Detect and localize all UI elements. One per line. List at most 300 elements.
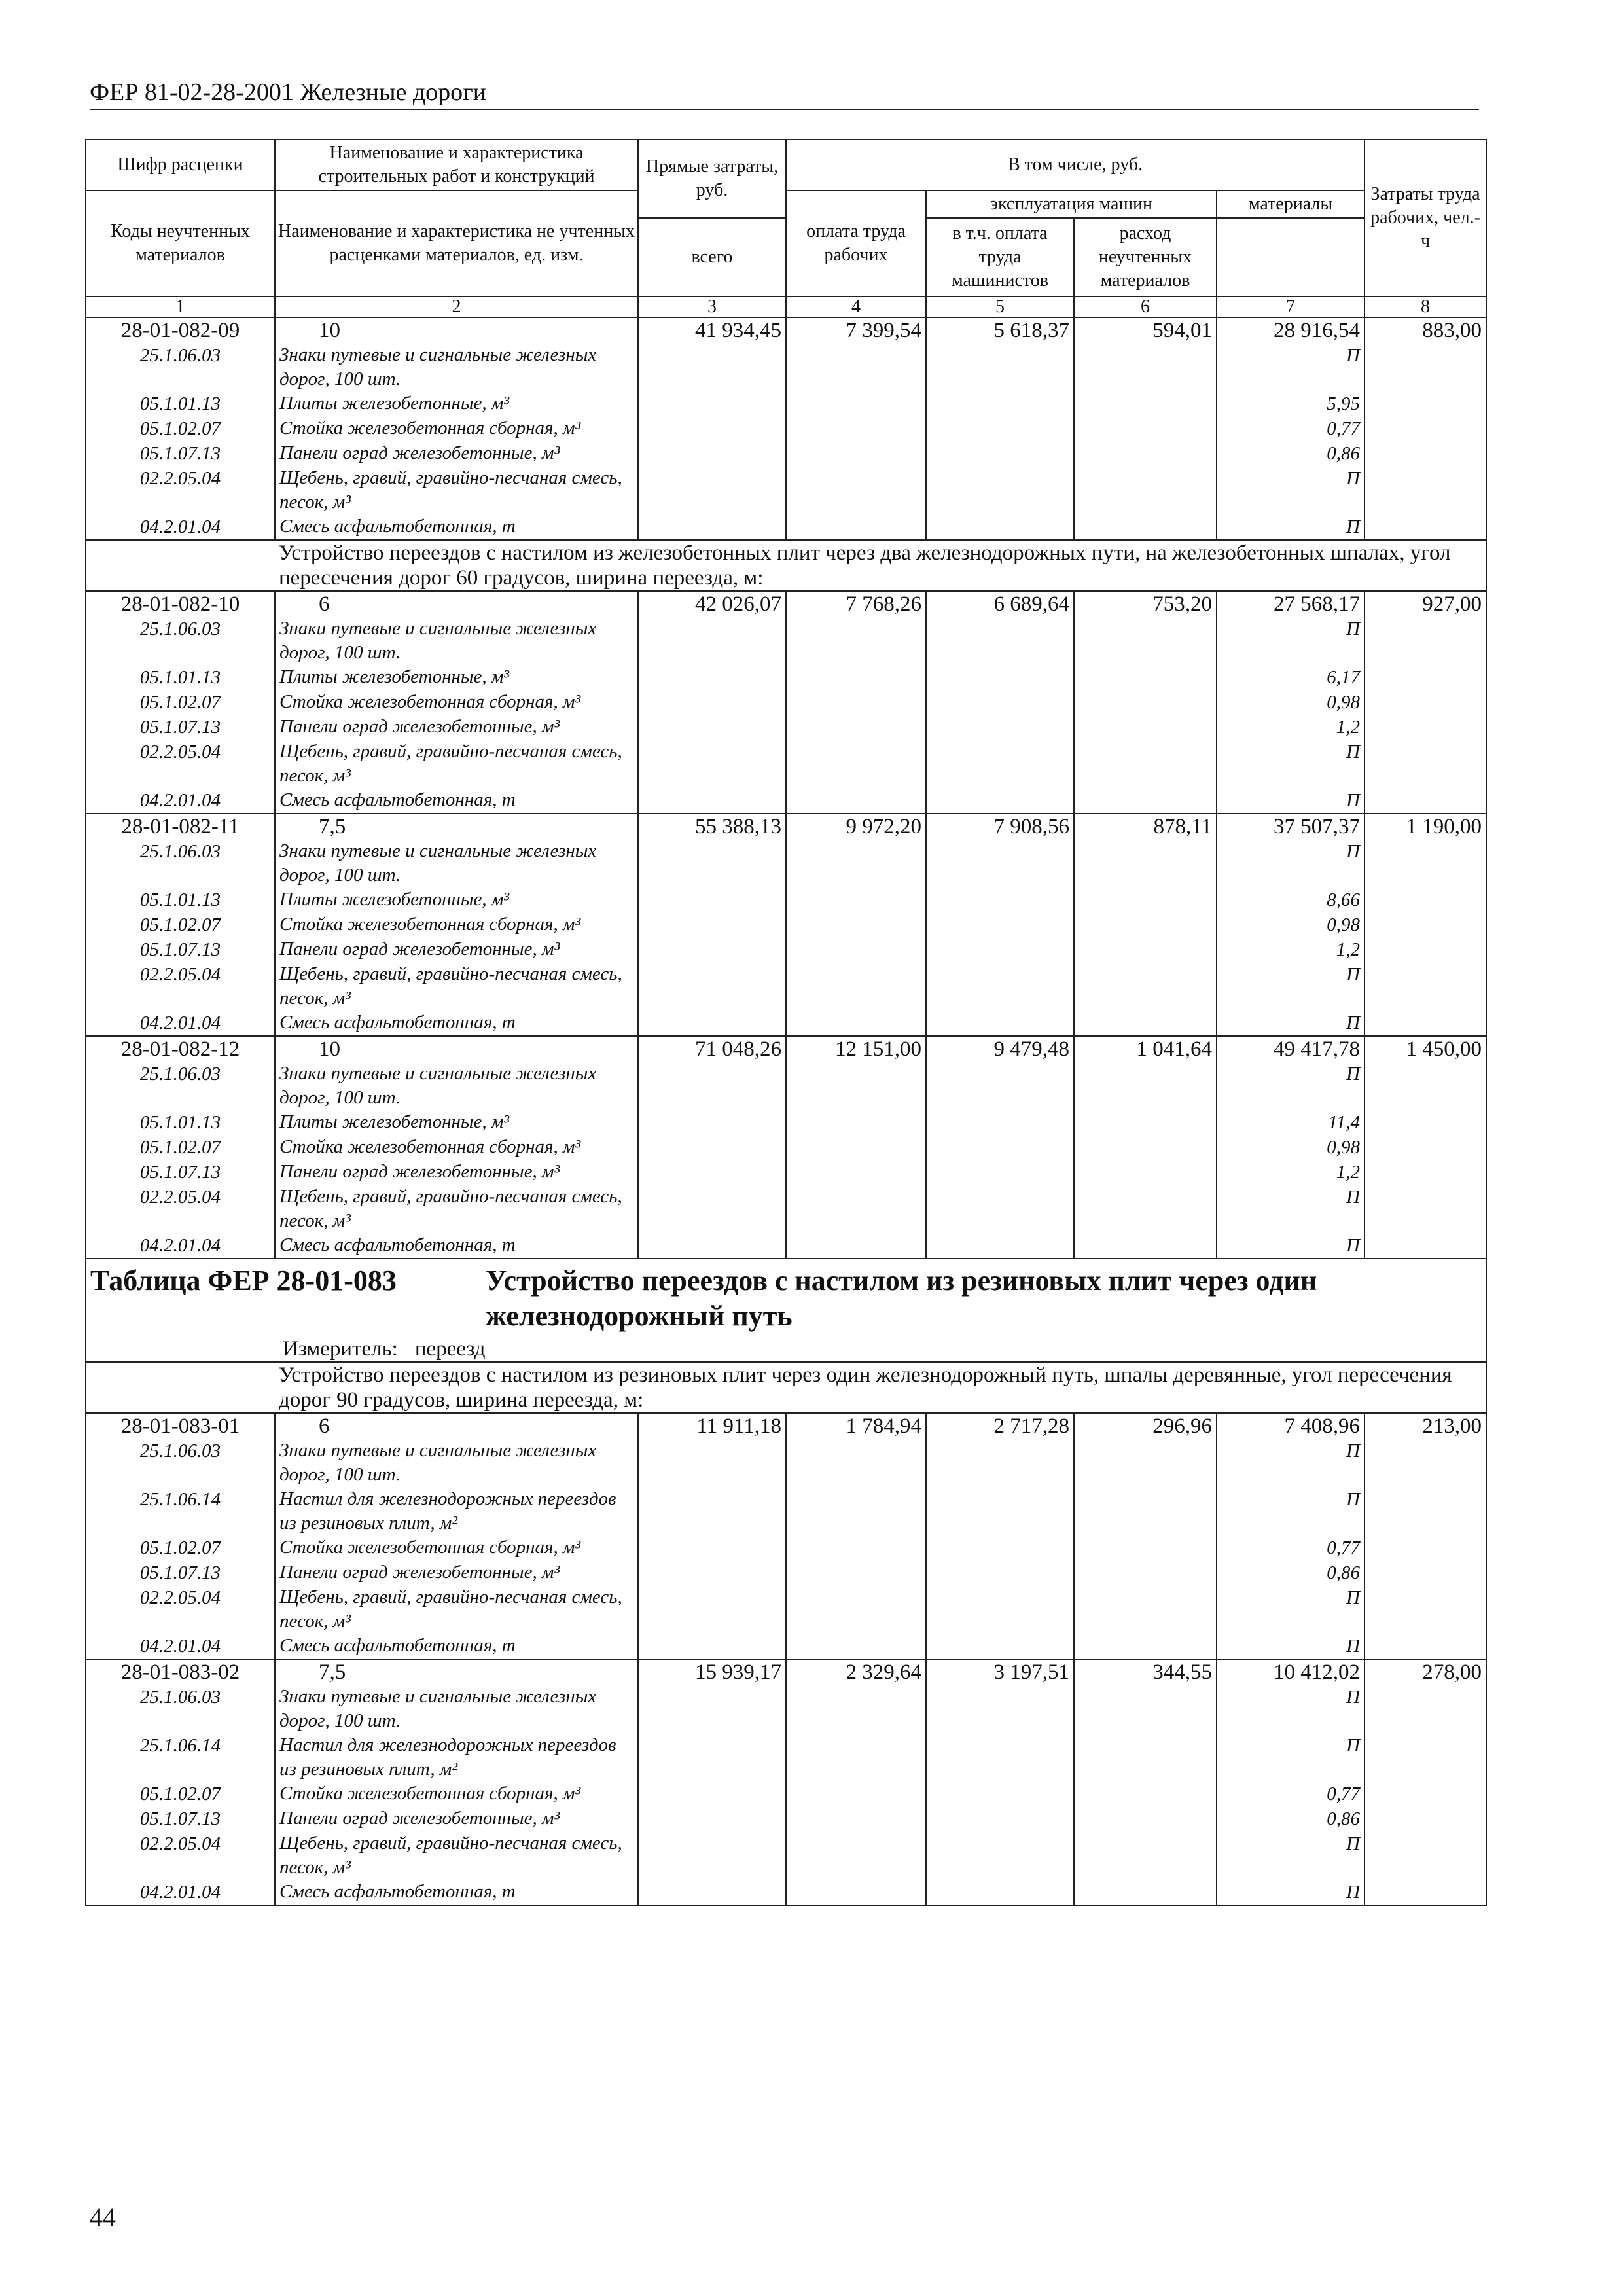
material-consumption: П [1217, 1487, 1364, 1535]
empty-cell [1074, 1160, 1217, 1185]
empty-cell [1364, 1733, 1486, 1782]
empty-cell [1364, 1160, 1486, 1185]
empty-cell [926, 617, 1074, 665]
empty-cell [926, 839, 1074, 888]
material-code: 05.1.01.13 [86, 1110, 275, 1135]
materials-cost: 7 408,96 [1217, 1413, 1364, 1439]
empty-cell [1074, 1185, 1217, 1233]
material-code: 04.2.01.04 [86, 514, 275, 540]
col-labor-pay: оплата труда рабочих [786, 190, 926, 296]
empty-cell [926, 740, 1074, 788]
material-code: 05.1.01.13 [86, 391, 275, 416]
table-name: Устройство переездов с настилом из резиновых плит через один железнодорожный путь [486, 1265, 1317, 1332]
empty-cell [926, 962, 1074, 1011]
material-code: 04.2.01.04 [86, 1634, 275, 1659]
empty-cell [786, 690, 926, 715]
material-code: 25.1.06.03 [86, 343, 275, 391]
empty-cell [926, 715, 1074, 740]
empty-cell [1364, 343, 1486, 391]
material-row [86, 416, 1486, 441]
empty-cell [926, 343, 1074, 391]
material-name: Смесь асфальтобетонная, т [275, 1011, 638, 1036]
empty-cell [926, 1110, 1074, 1135]
material-name: Панели оград железобетонные, м³ [275, 715, 638, 740]
material-row [86, 1011, 1486, 1036]
empty-cell [638, 1487, 786, 1535]
empty-cell [638, 1634, 786, 1659]
material-name: Панели оград железобетонные, м³ [275, 441, 638, 466]
material-consumption: П [1217, 788, 1364, 814]
material-name: Смесь асфальтобетонная, т [275, 1233, 638, 1259]
material-row [86, 1585, 1486, 1634]
table-title [90, 1259, 1482, 1336]
page-number: 44 [90, 2202, 116, 2232]
material-consumption: П [1217, 1233, 1364, 1259]
material-consumption: 0,77 [1217, 1782, 1364, 1806]
empty-cell [638, 617, 786, 665]
empty-cell [786, 1233, 926, 1259]
col-incl: В том числе, руб. [786, 139, 1364, 190]
empty-cell [926, 1135, 1074, 1160]
empty-cell [1364, 1782, 1486, 1806]
empty-cell [1364, 391, 1486, 416]
empty-cell [1364, 416, 1486, 441]
empty-cell [1364, 937, 1486, 962]
empty-cell [638, 715, 786, 740]
rate-name: 10 [275, 1036, 638, 1062]
machines-total: 3 197,51 [926, 1659, 1074, 1685]
empty-cell [1364, 1487, 1486, 1535]
material-row [86, 788, 1486, 814]
material-code: 05.1.07.13 [86, 441, 275, 466]
empty-cell [1074, 1487, 1217, 1535]
material-name: Щебень, гравий, гравийно-песчаная смесь, песок, м³ [275, 1585, 638, 1634]
meter-label: Измеритель: [283, 1337, 398, 1361]
empty-cell [1364, 466, 1486, 514]
empty-cell [786, 1185, 926, 1233]
empty-cell [926, 937, 1074, 962]
empty-cell [1074, 740, 1217, 788]
material-consumption: П [1217, 1011, 1364, 1036]
empty-cell [786, 1806, 926, 1831]
material-consumption: П [1217, 514, 1364, 540]
material-consumption: 8,66 [1217, 888, 1364, 912]
empty-cell [786, 1560, 926, 1585]
empty-cell [1364, 441, 1486, 466]
empty-cell [1364, 715, 1486, 740]
empty-cell [786, 962, 926, 1011]
empty-cell [926, 1806, 1074, 1831]
empty-cell [638, 788, 786, 814]
material-consumption: П [1217, 466, 1364, 514]
empty-cell [786, 1831, 926, 1880]
empty-cell [926, 1535, 1074, 1560]
empty-cell [1074, 1110, 1217, 1135]
empty-cell [638, 1560, 786, 1585]
empty-cell [638, 1806, 786, 1831]
material-code: 05.1.02.07 [86, 1535, 275, 1560]
empty-cell [1364, 788, 1486, 814]
empty-cell [638, 1062, 786, 1110]
empty-cell [1364, 1011, 1486, 1036]
empty-cell [1364, 617, 1486, 665]
table-number: Таблица ФЕР 28-01-083 [90, 1265, 397, 1297]
material-consumption: 11,4 [1217, 1110, 1364, 1135]
material-code: 04.2.01.04 [86, 1880, 275, 1905]
empty-cell [1074, 416, 1217, 441]
machines-total: 2 717,28 [926, 1413, 1074, 1439]
material-row [86, 912, 1486, 937]
empty-cell [786, 466, 926, 514]
rate-code: 28-01-082-09 [86, 317, 275, 343]
empty-cell [1074, 962, 1217, 1011]
section-text: Устройство переездов с настилом из резиновых плит через один железнодорожный путь, шпалы деревянные, угол пересечения дорог 90 градусов, ширина переезда, м: [275, 1362, 1486, 1413]
empty-cell [926, 1880, 1074, 1905]
empty-cell [638, 466, 786, 514]
material-consumption: 6,17 [1217, 665, 1364, 690]
empty-cell [86, 540, 275, 591]
empty-cell [638, 912, 786, 937]
empty-cell [1074, 912, 1217, 937]
empty-cell [1364, 1585, 1486, 1634]
rate-code: 28-01-083-02 [86, 1659, 275, 1685]
materials-cost: 28 916,54 [1217, 317, 1364, 343]
empty-cell [926, 441, 1074, 466]
material-row [86, 937, 1486, 962]
table-title-row [86, 1259, 1486, 1336]
material-name: Смесь асфальтобетонная, т [275, 1634, 638, 1659]
empty-cell [1364, 1535, 1486, 1560]
empty-cell [926, 416, 1074, 441]
material-code: 04.2.01.04 [86, 1011, 275, 1036]
material-code: 25.1.06.03 [86, 1062, 275, 1110]
empty-cell [1074, 441, 1217, 466]
document-header: ФЕР 81-02-28-2001 Железные дороги [90, 76, 1479, 110]
labor-pay: 12 151,00 [786, 1036, 926, 1062]
material-consumption: П [1217, 740, 1364, 788]
material-name: Стойка железобетонная сборная, м³ [275, 1782, 638, 1806]
material-name: Плиты железобетонные, м³ [275, 888, 638, 912]
material-code: 04.2.01.04 [86, 1233, 275, 1259]
material-code: 05.1.02.07 [86, 1135, 275, 1160]
material-name: Панели оград железобетонные, м³ [275, 1160, 638, 1185]
material-consumption: 0,86 [1217, 441, 1364, 466]
empty-cell [1074, 1560, 1217, 1585]
empty-cell [786, 912, 926, 937]
material-code: 05.1.01.13 [86, 665, 275, 690]
material-consumption: П [1217, 1880, 1364, 1905]
empty-cell [786, 1011, 926, 1036]
material-name: Щебень, гравий, гравийно-песчаная смесь, песок, м³ [275, 1185, 638, 1233]
material-name: Щебень, гравий, гравийно-песчаная смесь, песок, м³ [275, 962, 638, 1011]
material-name: Стойка железобетонная сборная, м³ [275, 1535, 638, 1560]
material-code: 02.2.05.04 [86, 1831, 275, 1880]
material-name: Знаки путевые и сигнальные железных дорог, 100 шт. [275, 839, 638, 888]
empty-cell [786, 1585, 926, 1634]
material-consumption: 0,98 [1217, 1135, 1364, 1160]
material-consumption: П [1217, 839, 1364, 888]
empty-cell [786, 1782, 926, 1806]
machines-labor: 878,11 [1074, 814, 1217, 839]
material-consumption: 5,95 [1217, 391, 1364, 416]
empty-cell [1364, 1439, 1486, 1487]
material-consumption: П [1217, 1685, 1364, 1733]
labor-cost: 1 190,00 [1364, 814, 1486, 839]
empty-cell [926, 466, 1074, 514]
material-code: 05.1.07.13 [86, 1160, 275, 1185]
rate-code: 28-01-082-10 [86, 591, 275, 617]
empty-cell [638, 1685, 786, 1733]
empty-cell [1364, 1685, 1486, 1733]
empty-cell [1364, 1110, 1486, 1135]
material-row [86, 1062, 1486, 1110]
empty-cell [638, 1160, 786, 1185]
empty-cell [786, 343, 926, 391]
material-code: 05.1.02.07 [86, 912, 275, 937]
empty-cell [786, 715, 926, 740]
empty-cell [1074, 788, 1217, 814]
material-consumption: П [1217, 1831, 1364, 1880]
empty-cell [926, 1685, 1074, 1733]
material-consumption: П [1217, 1185, 1364, 1233]
machines-total: 6 689,64 [926, 591, 1074, 617]
direct-cost: 41 934,45 [638, 317, 786, 343]
empty-cell [786, 839, 926, 888]
material-row [86, 1880, 1486, 1905]
material-name: Стойка железобетонная сборная, м³ [275, 416, 638, 441]
machines-labor: 344,55 [1074, 1659, 1217, 1685]
labor-cost: 927,00 [1364, 591, 1486, 617]
material-consumption: П [1217, 1062, 1364, 1110]
rate-row [86, 317, 1486, 343]
labor-pay: 7 399,54 [786, 317, 926, 343]
empty-cell [786, 1110, 926, 1135]
material-consumption: 0,86 [1217, 1806, 1364, 1831]
material-row [86, 617, 1486, 665]
material-code: 05.1.02.07 [86, 1782, 275, 1806]
rate-row [86, 1659, 1486, 1685]
labor-cost: 1 450,00 [1364, 1036, 1486, 1062]
material-code: 05.1.02.07 [86, 416, 275, 441]
material-row [86, 514, 1486, 540]
empty-cell [1364, 1062, 1486, 1110]
material-consumption: 0,98 [1217, 690, 1364, 715]
empty-cell [1364, 1135, 1486, 1160]
empty-cell [926, 690, 1074, 715]
direct-cost: 15 939,17 [638, 1659, 786, 1685]
section-row [86, 1362, 1486, 1413]
empty-cell [1074, 1806, 1217, 1831]
empty-cell [1364, 1233, 1486, 1259]
material-row [86, 888, 1486, 912]
material-row [86, 1535, 1486, 1560]
machines-labor: 1 041,64 [1074, 1036, 1217, 1062]
empty-cell [926, 1782, 1074, 1806]
labor-cost: 278,00 [1364, 1659, 1486, 1685]
material-code: 25.1.06.03 [86, 839, 275, 888]
empty-cell [1074, 1011, 1217, 1036]
empty-cell [1074, 1880, 1217, 1905]
material-consumption: П [1217, 343, 1364, 391]
material-row [86, 740, 1486, 788]
empty-cell [1074, 343, 1217, 391]
direct-cost: 11 911,18 [638, 1413, 786, 1439]
empty-cell [786, 1733, 926, 1782]
empty-cell [1074, 466, 1217, 514]
empty-cell [926, 1560, 1074, 1585]
material-row [86, 1733, 1486, 1782]
material-name: Знаки путевые и сигнальные железных дорог, 100 шт. [275, 343, 638, 391]
empty-cell [1364, 665, 1486, 690]
material-name: Панели оград железобетонные, м³ [275, 1560, 638, 1585]
empty-cell [1074, 1233, 1217, 1259]
col-name-top: Наименование и характеристика строительных работ и конструкций [275, 139, 638, 190]
labor-cost: 213,00 [1364, 1413, 1486, 1439]
empty-cell [638, 1733, 786, 1782]
material-row [86, 1233, 1486, 1259]
empty-cell [638, 1880, 786, 1905]
material-row [86, 1806, 1486, 1831]
machines-labor: 296,96 [1074, 1413, 1217, 1439]
material-row [86, 343, 1486, 391]
material-name: Щебень, гравий, гравийно-песчаная смесь, песок, м³ [275, 1831, 638, 1880]
material-name: Плиты железобетонные, м³ [275, 1110, 638, 1135]
meter-cell [86, 1336, 1486, 1362]
material-consumption: П [1217, 617, 1364, 665]
empty-cell [786, 1685, 926, 1733]
material-name: Плиты железобетонные, м³ [275, 391, 638, 416]
material-code: 05.1.02.07 [86, 690, 275, 715]
material-name: Смесь асфальтобетонная, т [275, 788, 638, 814]
empty-cell [1364, 962, 1486, 1011]
rate-code: 28-01-083-01 [86, 1413, 275, 1439]
materials-cost: 49 417,78 [1217, 1036, 1364, 1062]
empty-cell [786, 416, 926, 441]
empty-cell [1074, 690, 1217, 715]
material-row [86, 1560, 1486, 1585]
empty-cell [1074, 839, 1217, 888]
meter-row [86, 1336, 1486, 1362]
meter-value: переезд [414, 1337, 486, 1361]
material-row [86, 466, 1486, 514]
material-consumption: П [1217, 962, 1364, 1011]
empty-cell [1364, 1806, 1486, 1831]
empty-cell [638, 1110, 786, 1135]
empty-cell [786, 1487, 926, 1535]
empty-cell [786, 1880, 926, 1905]
empty-cell [638, 665, 786, 690]
material-name: Панели оград железобетонные, м³ [275, 1806, 638, 1831]
empty-cell [926, 1439, 1074, 1487]
labor-pay: 2 329,64 [786, 1659, 926, 1685]
material-code: 05.1.07.13 [86, 1806, 275, 1831]
material-row [86, 1685, 1486, 1733]
empty-cell [638, 962, 786, 1011]
material-name: Щебень, гравий, гравийно-песчаная смесь, песок, м³ [275, 466, 638, 514]
empty-cell [786, 391, 926, 416]
empty-cell [1074, 1535, 1217, 1560]
material-row [86, 1487, 1486, 1535]
empty-cell [638, 1585, 786, 1634]
col-labor-cost: Затраты труда рабочих, чел.-ч [1364, 139, 1486, 296]
empty-cell [638, 690, 786, 715]
col-machines: эксплуатация машин [926, 190, 1217, 218]
material-consumption: 1,2 [1217, 1160, 1364, 1185]
empty-cell [638, 1831, 786, 1880]
empty-cell [786, 617, 926, 665]
table-head [86, 139, 1486, 317]
column-numbers-row [86, 296, 1486, 317]
empty-cell [1364, 1185, 1486, 1233]
material-name: Стойка железобетонная сборная, м³ [275, 1135, 638, 1160]
empty-cell [1364, 888, 1486, 912]
table-body [86, 317, 1486, 1905]
empty-cell [786, 441, 926, 466]
empty-cell [1074, 665, 1217, 690]
material-name: Настил для железнодорожных переездов из резиновых плит, м² [275, 1487, 638, 1535]
empty-cell [1364, 1880, 1486, 1905]
material-row [86, 715, 1486, 740]
empty-cell [926, 1233, 1074, 1259]
empty-cell [638, 1011, 786, 1036]
empty-cell [638, 391, 786, 416]
material-row [86, 690, 1486, 715]
empty-cell [1364, 690, 1486, 715]
labor-pay: 9 972,20 [786, 814, 926, 839]
empty-cell [786, 1062, 926, 1110]
direct-cost: 55 388,13 [638, 814, 786, 839]
material-row [86, 1634, 1486, 1659]
material-name: Стойка железобетонная сборная, м³ [275, 690, 638, 715]
rate-row [86, 1036, 1486, 1062]
material-name: Знаки путевые и сигнальные железных дорог, 100 шт. [275, 1062, 638, 1110]
material-name: Щебень, гравий, гравийно-песчаная смесь, песок, м³ [275, 740, 638, 788]
empty-cell [926, 1487, 1074, 1535]
material-code: 25.1.06.03 [86, 617, 275, 665]
empty-cell [1074, 514, 1217, 540]
material-code: 25.1.06.03 [86, 1439, 275, 1487]
empty-cell [786, 1439, 926, 1487]
empty-cell [638, 1135, 786, 1160]
material-name: Смесь асфальтобетонная, т [275, 1880, 638, 1905]
material-row [86, 441, 1486, 466]
material-code: 02.2.05.04 [86, 740, 275, 788]
empty-cell [926, 912, 1074, 937]
empty-cell [1074, 1733, 1217, 1782]
material-name: Знаки путевые и сигнальные железных дорог, 100 шт. [275, 617, 638, 665]
empty-cell [786, 1535, 926, 1560]
column-number: 6 [1074, 296, 1217, 317]
empty-cell [638, 1439, 786, 1487]
col-mach-total: всего [638, 218, 786, 296]
rate-code: 28-01-082-12 [86, 1036, 275, 1062]
material-consumption: 1,2 [1217, 715, 1364, 740]
column-number: 8 [1364, 296, 1486, 317]
material-code: 02.2.05.04 [86, 466, 275, 514]
material-row [86, 1782, 1486, 1806]
machines-total: 7 908,56 [926, 814, 1074, 839]
empty-cell [1364, 514, 1486, 540]
empty-cell [1074, 1135, 1217, 1160]
rate-name: 6 [275, 1413, 638, 1439]
column-number: 3 [638, 296, 786, 317]
empty-cell [786, 1160, 926, 1185]
material-row [86, 665, 1486, 690]
empty-cell [1074, 1439, 1217, 1487]
material-row [86, 1160, 1486, 1185]
materials-cost: 27 568,17 [1217, 591, 1364, 617]
machines-total: 9 479,48 [926, 1036, 1074, 1062]
